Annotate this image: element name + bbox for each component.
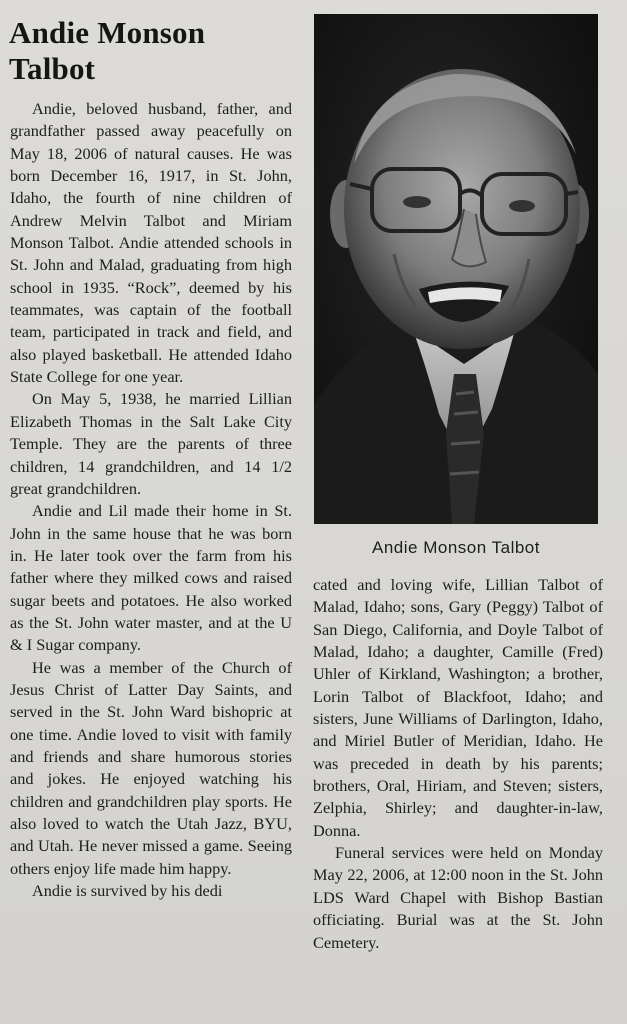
- paragraph-funeral: Funeral services were held on Monday May 22, 2006, at 12:00 noon in the St. John LDS Ward Chapel with Bishop Bastian officiating. Burial was at the St. John Cemetery.: [313, 843, 603, 952]
- photo-caption: Andie Monson Talbot: [372, 538, 540, 557]
- right-eye: [509, 200, 535, 212]
- paragraph-survivors: cated and loving wife, Lillian Talbot of Malad, Idaho; sons, Gary (Peggy) Talbot of San Diego, California, and Doyle Talbot of Malad, Idaho; a daughter, Camille (Fred) Uhler of Kirkland, Washington; a brother, Lorin Talbot of Blackfoot, Idaho; and sisters, June Williams of Darlington, Idaho, and Miriel Butler of Meridian, Idaho. He was preceded in death by his parents; brothers, Oral, Hiriam, and Steven; sisters, Zelphia, Shirley; and daughter-in-law, Donna.: [313, 575, 603, 840]
- paragraph-church: He was a member of the Church of Jesus Christ of Latter Day Saints, and served in the St. John Ward bishopric at one time. Andie loved to visit with family and friends and share humorous stories and jokes. He enjoyed watching his children and grandchildren play sports. He also loved to watch the Utah Jazz, BYU, and Utah. He never missed a game. Seeing others enjoy life made him happy.: [10, 657, 292, 878]
- portrait-photo: [314, 14, 598, 524]
- obituary-headline: [9, 15, 299, 87]
- headline-line-1: Andie Monson: [9, 15, 206, 50]
- paragraph-home: Andie and Lil made their home in St. John in the same house that he was born in. He later took over the farm from his father where they milked cows and raised sugar beets and potatoes. He also worked as the St. John water master, and at the U & I Sugar company.: [10, 501, 292, 655]
- paragraph-survived-start: Andie is survived by his dedi: [32, 881, 223, 901]
- paragraph-biography: Andie, beloved husband, father, and grandfather passed away peacefully on May 18, 2006 of natural causes. He was born December 16, 1917, in St. John, Idaho, the fourth of nine children of Andrew Melvin Talbot and Miriam Monson Talbot. Andie attended schools in St. John and Malad, graduating from high school in 1935. “Rock”, deemed by his teammates, was captain of the football team, participated in track and field, and also played basketball. He attended Idaho State College for one year.: [10, 99, 292, 387]
- left-text-column: [10, 98, 292, 902]
- headline-line-2: Talbot: [9, 51, 96, 86]
- left-eye: [403, 196, 431, 208]
- right-text-column: [313, 574, 603, 954]
- portrait-illustration: [314, 14, 598, 524]
- paragraph-marriage: On May 5, 1938, he married Lillian Elizabeth Thomas in the Salt Lake City Temple. They are the parents of three children, 14 grandchildren, and 14 1/2 great grandchildren.: [10, 389, 292, 498]
